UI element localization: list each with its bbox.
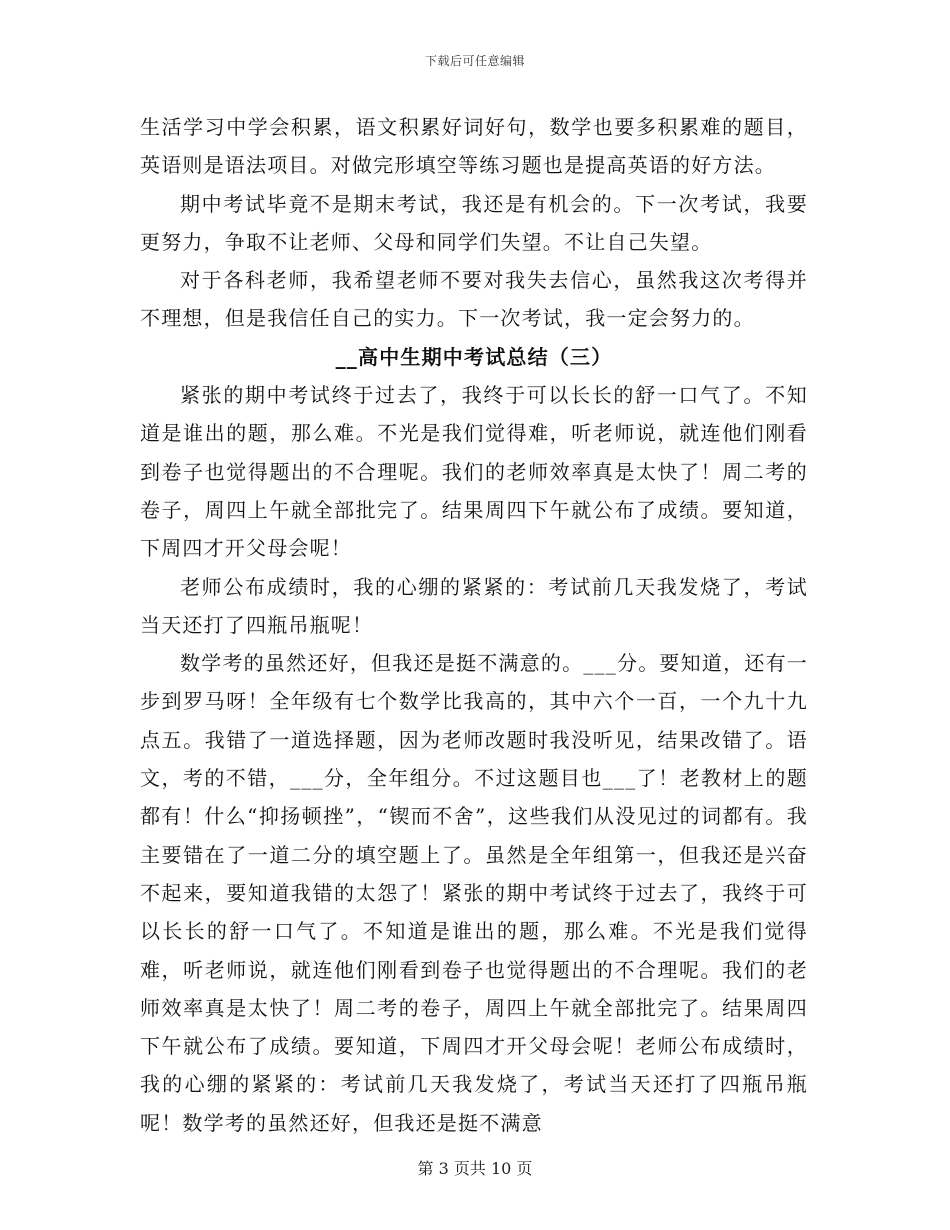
paragraph: 紧张的期中考试终于过去了，我终于可以长长的舒一口气了。不知道是谁出的题，那么难。不光是我们觉得难，听老师说，就连他们刚看到卷子也觉得题出的不合理呢。我们的老师效率真是太快了！周二考的卷子，周四上午就全部批完了。结果周四下午就公布了成绩。要知道，下周四才开父母会呢！ — [140, 383, 808, 561]
paragraph: 数学考的虽然还好，但我还是挺不满意的。___分。要知道，还有一步到罗马呀！全年级有七个数学比我高的，其中六个一百，一个九十九点五。我错了一道选择题，因为老师改题时我没听见，结果改错了。语文，考的不错，___分，全年组分。不过这题目也___了！老教材上的题都有！什么“抑扬顿挫”，“锲而不舍”，这些我们从没见过的词都有。我主要错在了一道二分的填空题上了。虽然是全年组第一，但我还是兴奋不起来，要知道我错的太怨了！紧张的期中考试终于过去了，我终于可以长长的舒一口气了。不知道是谁出的题，那么难。不光是我们觉得难，听老师说，就连他们刚看到卷子也觉得题出的不合理呢。我们的老师效率真是太快了！周二考的卷子，周四上午就全部批完了。结果周四下午就公布了成绩。要知道，下周四才开父母会呢！老师公布成绩时，我的心绷的紧紧的：考试前几天我发烧了，考试当天还打了四瓶吊瓶呢！数学考的虽然还好，但我还是挺不满意 — [140, 651, 808, 1135]
document-body — [140, 108, 808, 1142]
paragraph-continuation: 生活学习中学会积累，语文积累好词好句，数学也要多积累难的题目，英语则是语法项目。对做完形填空等练习题也是提高英语的好方法。 — [140, 115, 808, 178]
page-footer: 第 3 页共 10 页 — [417, 1159, 533, 1178]
paragraph: 期中考试毕竟不是期末考试，我还是有机会的。下一次考试，我要更努力，争取不让老师、父母和同学们失望。不让自己失望。 — [140, 191, 808, 254]
paragraph: 老师公布成绩时，我的心绷的紧紧的：考试前几天我发烧了，考试当天还打了四瓶吊瓶呢！ — [140, 574, 808, 637]
paragraph: 对于各科老师，我希望老师不要对我失去信心，虽然我这次考得并不理想，但是我信任自己的实力。下一次考试，我一定会努力的。 — [140, 268, 808, 331]
section-heading: __高中生期中考试总结（三） — [335, 344, 613, 369]
page-header: 下载后可任意编辑 — [424, 54, 525, 68]
